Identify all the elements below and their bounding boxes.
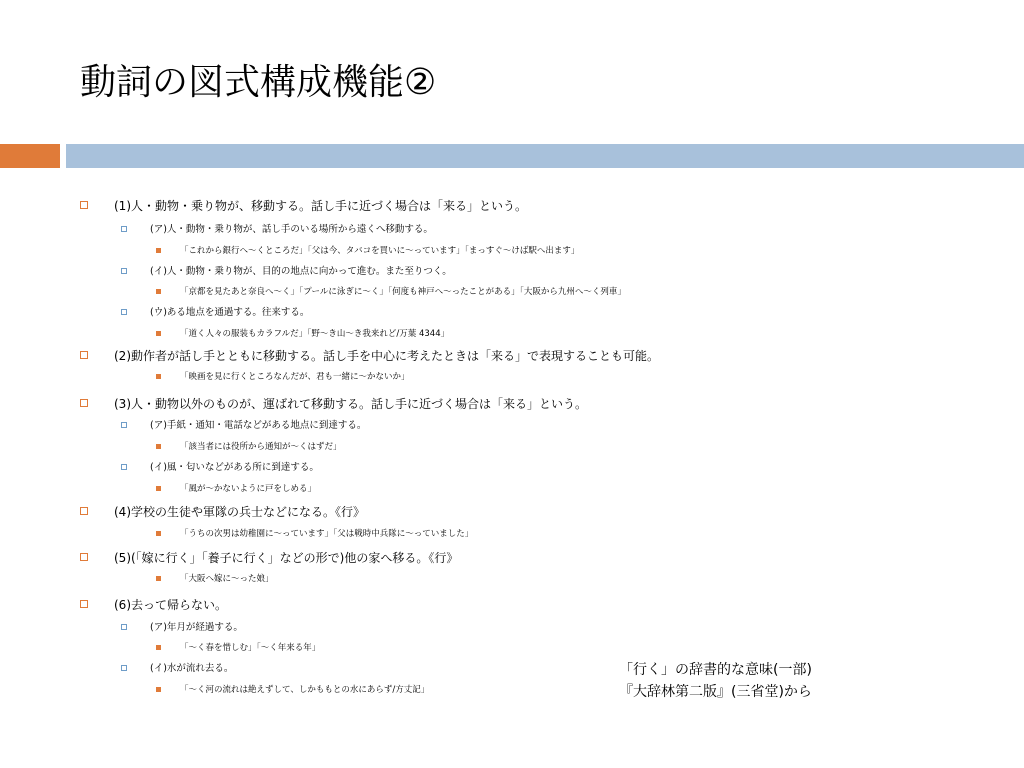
hollow-square-bullet-icon <box>121 309 127 315</box>
hollow-square-bullet-icon <box>121 268 127 274</box>
hollow-square-bullet-icon <box>80 201 88 209</box>
bullet-text: (6)去って帰らない。 <box>114 598 227 612</box>
bullet-text: 「風が～かないように戸をしめる」 <box>180 484 317 494</box>
hollow-square-bullet-icon <box>121 464 127 470</box>
hollow-square-bullet-icon <box>80 553 88 561</box>
bullet-text: (3)人・動物以外のものが、運ばれて移動する。話し手に近づく場合は「来る」という。 <box>114 397 588 411</box>
bullet-text: (イ)水が流れ去る。 <box>150 663 234 674</box>
caption-line-2: 『大辞林第二版』(三省堂)から <box>619 684 812 700</box>
bullet-text: (イ)風・匂いなどがある所に到達する。 <box>150 462 319 473</box>
bullet-text: 「～く河の流れは絶えずして、しかももとの水にあらず/方丈記」 <box>180 685 430 695</box>
square-bullet-icon <box>156 444 161 449</box>
bullet-text: 「京都を見たあと奈良へ～く」「プールに泳ぎに～く」「何度も神戸へ～ったことがある」「大阪から九州へ～く列車」 <box>180 287 626 297</box>
hollow-square-bullet-icon <box>121 422 127 428</box>
bullet-text: 「～く春を惜しむ」「～く年来る年」 <box>180 643 321 653</box>
bullet-text: 「道く人々の服装もカラフルだ」「野～き山～き我来れど/万葉 4344」 <box>180 329 450 339</box>
bullet-text: (ウ)ある地点を通過する。往来する。 <box>150 307 310 318</box>
square-bullet-icon <box>156 248 161 253</box>
bullet-text: 「うちの次男は幼稚園に～っています」「父は戦時中兵隊に～っていました」 <box>180 529 474 539</box>
bullet-text: 「映画を見に行くところなんだが、君も一緒に～かないか」 <box>180 372 410 382</box>
hollow-square-bullet-icon <box>80 600 88 608</box>
square-bullet-icon <box>156 576 161 581</box>
bullet-text: (ア)手紙・通知・電話などがある地点に到達する。 <box>150 420 367 431</box>
hollow-square-bullet-icon <box>80 351 88 359</box>
hollow-square-bullet-icon <box>80 399 88 407</box>
bullet-text: 「該当者には役所から通知が～くはずだ」 <box>180 442 342 452</box>
square-bullet-icon <box>156 645 161 650</box>
hollow-square-bullet-icon <box>121 226 127 232</box>
hollow-square-bullet-icon <box>121 665 127 671</box>
square-bullet-icon <box>156 486 161 491</box>
bullet-text: (ア)年月が経過する。 <box>150 622 243 633</box>
bullet-text: 「これから銀行へ～くところだ」「父は今、タバコを買いに～っています」「まっすぐ～けば駅へ出ます」 <box>180 246 580 256</box>
bullet-text: 「大阪へ嫁に～った娘」 <box>180 574 274 584</box>
square-bullet-icon <box>156 374 161 379</box>
bullet-text: (4)学校の生徒や軍隊の兵士などになる。《行》 <box>114 505 365 519</box>
hollow-square-bullet-icon <box>80 507 88 515</box>
caption-line-1: 「行く」の辞書的な意味(一部) <box>619 662 812 678</box>
bullet-text: (1)人・動物・乗り物が、移動する。話し手に近づく場合は「来る」という。 <box>114 199 528 213</box>
hollow-square-bullet-icon <box>121 624 127 630</box>
square-bullet-icon <box>156 289 161 294</box>
square-bullet-icon <box>156 687 161 692</box>
bullet-text: (5)(「嫁に行く」「養子に行く」などの形で)他の家へ移る。《行》 <box>114 551 459 565</box>
square-bullet-icon <box>156 531 161 536</box>
slide-title: 動詞の図式構成機能② <box>80 62 437 103</box>
bullet-text: (イ)人・動物・乗り物が、目的の地点に向かって進む。また至りつく。 <box>150 266 452 277</box>
square-bullet-icon <box>156 331 161 336</box>
bullet-text: (2)動作者が話し手とともに移動する。話し手を中心に考えたときは「来る」で表現することも可能。 <box>114 349 660 363</box>
bullet-text: (ア)人・動物・乗り物が、話し手のいる場所から遠くへ移動する。 <box>150 224 433 235</box>
